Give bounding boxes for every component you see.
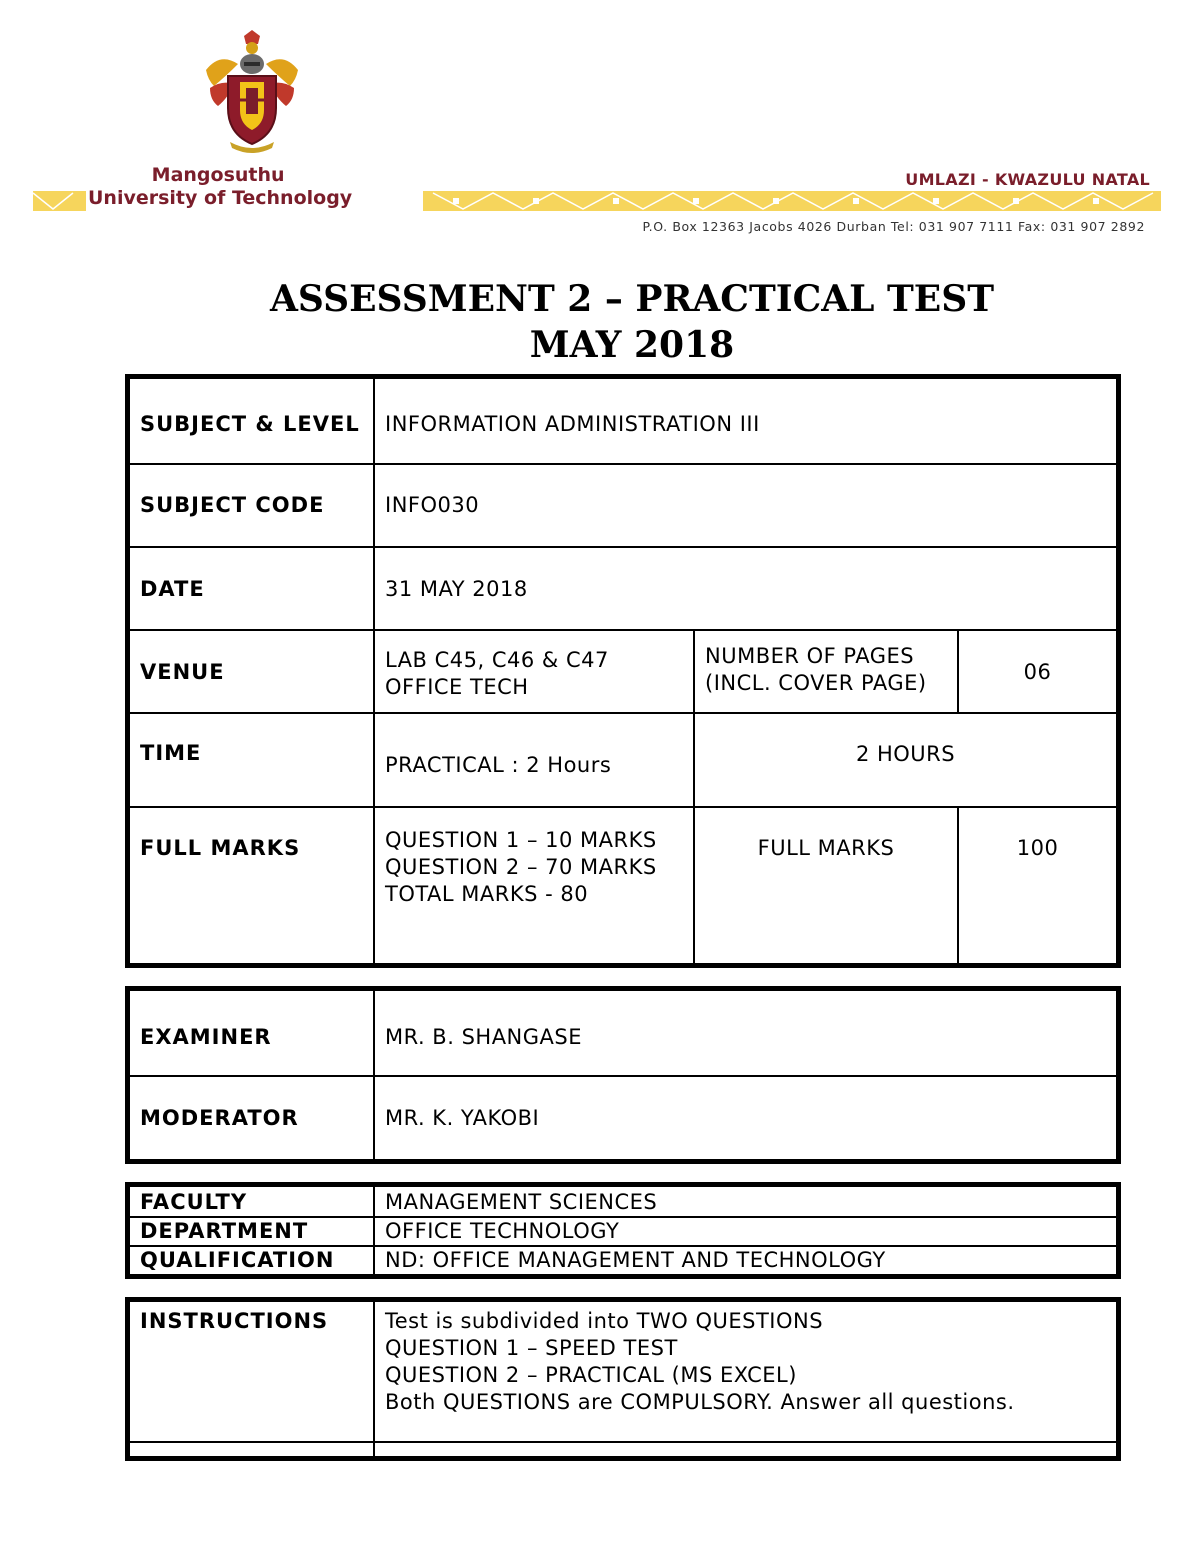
full-marks-right-label: FULL MARKS [694,807,958,963]
empty-cell [130,1442,374,1456]
contact-address: P.O. Box 12363 Jacobs 4026 Durban Tel: 031 907 7111 Fax: 031 907 2892 [642,219,1145,234]
instructions-line3: QUESTION 2 – PRACTICAL (MS EXCEL) [385,1363,797,1387]
date-value: 31 MAY 2018 [374,547,1116,630]
title-line1: ASSESSMENT 2 – PRACTICAL TEST [269,278,995,320]
table-row [130,713,1116,807]
date-label: DATE [130,547,374,630]
table-row [130,1246,1116,1274]
department-label: DEPARTMENT [130,1217,374,1246]
university-name-line1: Mangosuthu [151,164,285,186]
pages-label [694,630,958,713]
marks-question-1: QUESTION 1 – 10 MARKS [385,828,657,852]
instructions-body [374,1302,1116,1442]
region-heading: UMLAZI - KWAZULU NATAL [905,170,1150,189]
table-row [130,807,1116,963]
full-marks-value: 100 [958,807,1116,963]
instructions-table [125,1297,1121,1461]
marks-total: TOTAL MARKS - 80 [385,882,589,906]
instructions-line1: Test is subdivided into TWO QUESTIONS [385,1309,824,1333]
faculty-table [125,1182,1121,1279]
subject-label: SUBJECT & LEVEL [130,379,374,464]
pages-value: 06 [958,630,1116,713]
time-label: TIME [130,713,374,807]
document-title [0,276,1200,368]
time-duration: 2 HOURS [694,713,1116,807]
qualification-label: QUALIFICATION [130,1246,374,1274]
empty-cell [374,1442,1116,1456]
faculty-value: MANAGEMENT SCIENCES [374,1187,1116,1217]
table-row [130,1442,1116,1456]
instructions-line4: Both QUESTIONS are COMPULSORY. Answer all questions. [385,1390,1015,1414]
time-value: PRACTICAL : 2 Hours [374,713,694,807]
staff-table [125,986,1121,1164]
table-row [130,1076,1116,1159]
full-marks-label: FULL MARKS [130,807,374,963]
table-row [130,1217,1116,1246]
table-row [130,547,1116,630]
exam-details-table [125,374,1121,968]
table-row [130,464,1116,547]
pages-label-line1: NUMBER OF PAGES [705,644,915,668]
examiner-value: MR. B. SHANGASE [374,991,1116,1076]
table-row [130,1187,1116,1217]
subject-value: INFORMATION ADMINISTRATION III [374,379,1116,464]
university-crest-logo [200,30,304,154]
venue-label: VENUE [130,630,374,713]
venue-value-line2: OFFICE TECH [385,675,529,699]
table-row [130,379,1116,464]
instructions-line2: QUESTION 1 – SPEED TEST [385,1336,678,1360]
marks-question-2: QUESTION 2 – 70 MARKS [385,855,657,879]
department-value: OFFICE TECHNOLOGY [374,1217,1116,1246]
faculty-label: FACULTY [130,1187,374,1217]
moderator-label: MODERATOR [130,1076,374,1159]
venue-value [374,630,694,713]
qualification-value: ND: OFFICE MANAGEMENT AND TECHNOLOGY [374,1246,1116,1274]
marks-breakdown [374,807,694,963]
instructions-label: INSTRUCTIONS [130,1302,374,1442]
title-line2: MAY 2018 [529,324,735,366]
examiner-label: EXAMINER [130,991,374,1076]
subject-code-value: INFO030 [374,464,1116,547]
university-name-line2: University of Technology [88,187,353,209]
university-name [88,164,352,210]
moderator-value: MR. K. YAKOBI [374,1076,1116,1159]
venue-value-line1: LAB C45, C46 & C47 [385,648,609,672]
table-row [130,630,1116,713]
table-row [130,991,1116,1076]
table-row [130,1302,1116,1442]
pages-label-line2: (INCL. COVER PAGE) [705,671,927,695]
subject-code-label: SUBJECT CODE [130,464,374,547]
